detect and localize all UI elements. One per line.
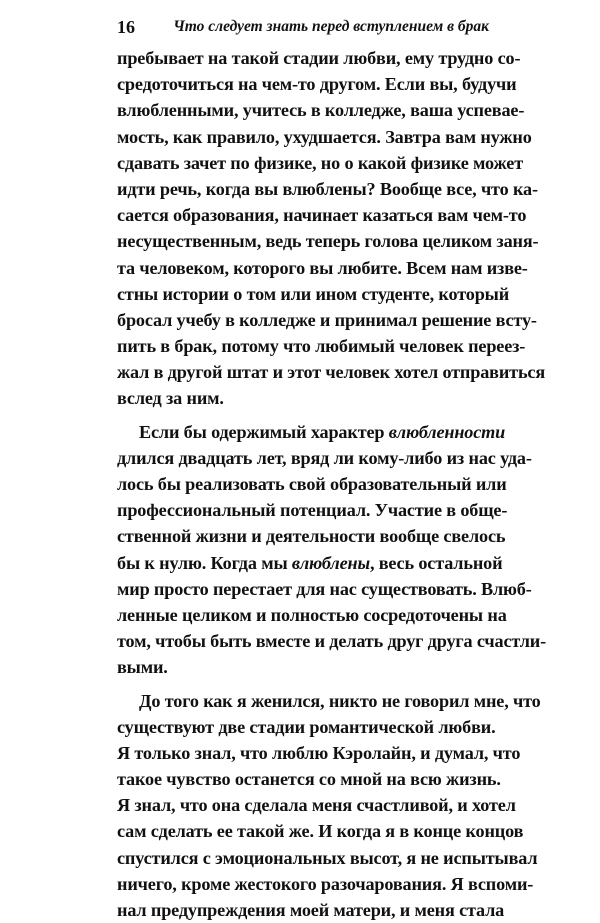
paragraph-1: [117, 45, 489, 412]
page-number: 16: [117, 14, 135, 40]
text-line: мир просто перестает для нас существовать. Влюб-: [117, 576, 489, 602]
text-line: сается образования, начинает казаться вам чем-то: [117, 202, 489, 228]
text-line: спустился с эмоциональных высот, я не испытывал: [117, 845, 489, 871]
text-line: ничего, кроме жестокого разочарования. Я вспоми-: [117, 871, 489, 897]
text-line: та человеком, которого вы любите. Всем нам изве-: [117, 255, 489, 281]
text-line: такое чувство останется со мной на всю жизнь.: [117, 766, 489, 792]
text-line: влюбленными, учитесь в колледже, ваша успевае-: [117, 97, 489, 123]
text-line: Если бы одержимый характер влюбленности: [117, 419, 489, 445]
text-line: мость, как правило, ухудшается. Завтра вам нужно: [117, 124, 489, 150]
text-line: существуют две стадии романтической любви.: [117, 714, 489, 740]
text-line: вслед за ним.: [117, 385, 489, 411]
text-line: До того как я женился, никто не говорил мне, что: [117, 688, 489, 714]
body-text: [117, 45, 489, 923]
paragraph-3: [117, 688, 489, 923]
text-line: идти речь, когда вы влюблены? Вообще все, что ка-: [117, 176, 489, 202]
text-line: бросал учебу в колледже и принимал решение всту-: [117, 307, 489, 333]
text-line: стны истории о том или ином студенте, который: [117, 281, 489, 307]
text-line: лось бы реализовать свой образовательный или: [117, 471, 489, 497]
paragraph-2: [117, 419, 489, 681]
text-line: том, чтобы быть вместе и делать друг друга счастли-: [117, 628, 489, 654]
text-line: пить в брак, потому что любимый человек переез-: [117, 333, 489, 359]
text-line: профессиональный потенциал. Участие в обще-: [117, 497, 489, 523]
text-line: нал предупреждения моей матери, и меня стала: [117, 897, 489, 923]
text-line: ленные целиком и полностью сосредоточены на: [117, 602, 489, 628]
text-line: сам сделать ее такой же. И когда я в конце концов: [117, 818, 489, 844]
emphasis: влюблены: [292, 553, 370, 573]
text-line: ственной жизни и деятельности вообще свелось: [117, 523, 489, 549]
text-line: Я знал, что она сделала меня счастливой, и хотел: [117, 792, 489, 818]
running-header: [117, 14, 489, 40]
text-line: несущественным, ведь теперь голова целиком заня-: [117, 228, 489, 254]
text-line: средоточиться на чем-то другом. Если вы, будучи: [117, 71, 489, 97]
running-title: Что следует знать перед вступлением в брак: [173, 14, 489, 40]
text-line: пребывает на такой стадии любви, ему трудно со-: [117, 45, 489, 71]
text-line: жал в другой штат и этот человек хотел отправиться: [117, 359, 489, 385]
text-line: длился двадцать лет, вряд ли кому-либо из нас уда-: [117, 445, 489, 471]
text-line: выми.: [117, 654, 489, 680]
emphasis: влюбленности: [389, 422, 505, 442]
text-line: сдавать зачет по физике, но о какой физике может: [117, 150, 489, 176]
text-line: Я только знал, что люблю Кэролайн, и думал, что: [117, 740, 489, 766]
text-line: бы к нулю. Когда мы влюблены, весь остальной: [117, 550, 489, 576]
